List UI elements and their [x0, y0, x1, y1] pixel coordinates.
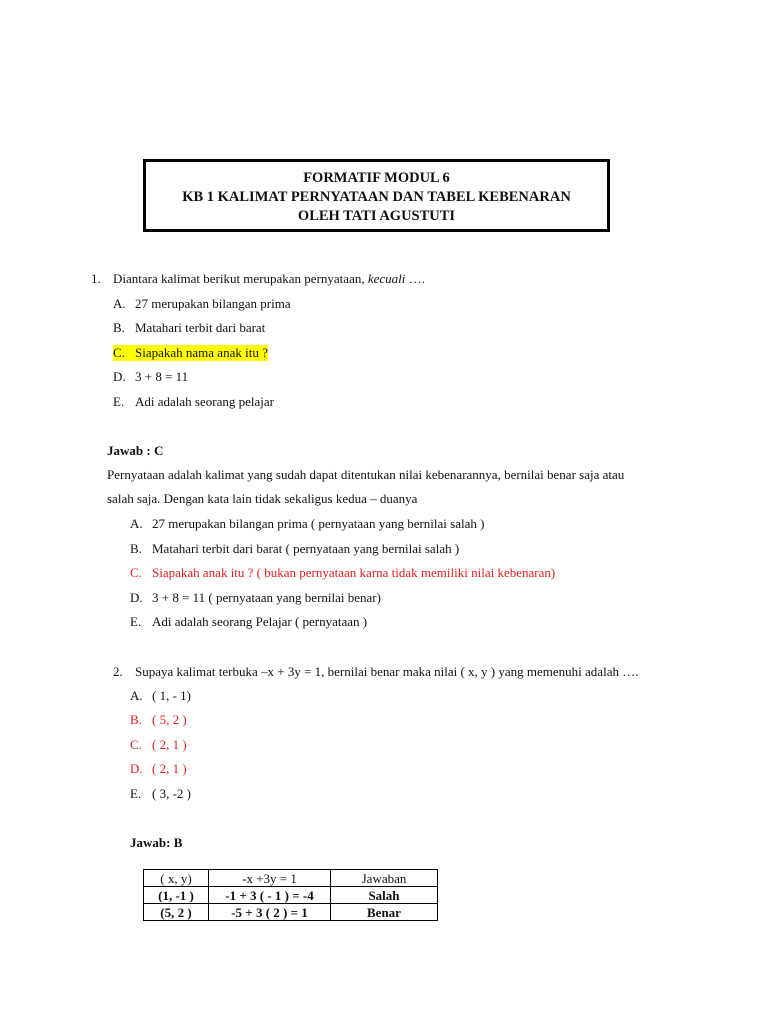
q2-option-b-letter: B.	[130, 712, 142, 727]
q1-option-e-text: Adi adalah seorang pelajar	[135, 394, 274, 409]
q2-option-d-letter: D.	[130, 761, 143, 776]
table-cell: (5, 2 )	[144, 904, 209, 921]
table-header-cell: ( x, y)	[144, 870, 209, 887]
title-line-1: FORMATIF MODUL 6	[303, 170, 450, 186]
q1-explained-e-letter: E.	[130, 614, 142, 629]
table-header-cell: Jawaban	[331, 870, 438, 887]
q1-option-c	[113, 345, 268, 361]
q2-option-e	[130, 786, 191, 802]
q1-option-e	[113, 394, 274, 410]
q1-explained-b	[130, 541, 459, 557]
q1-option-e-letter: E.	[113, 394, 125, 409]
q1-explained-b-text: Matahari terbit dari barat ( pernyataan yang bernilai salah )	[152, 541, 460, 556]
question-1-number: 1.	[91, 271, 101, 286]
q2-option-b-text: ( 5, 2 )	[152, 712, 187, 727]
q1-explained-a	[130, 516, 484, 532]
table-row	[144, 887, 438, 904]
q1-explanation-line-2: salah saja. Dengan kata lain tidak sekaligus kedua – duanya	[107, 491, 418, 506]
q1-option-a-letter: A.	[113, 296, 126, 311]
question-2	[113, 664, 638, 680]
table-cell: -5 + 3 ( 2 ) = 1	[209, 904, 331, 921]
q1-explained-c-letter: C.	[130, 565, 142, 580]
q1-option-b-text: Matahari terbit dari barat	[135, 320, 266, 335]
table-header-row	[144, 870, 438, 887]
q1-explanation-line-1: Pernyataan adalah kalimat yang sudah dapat ditentukan nilai kebenarannya, bernilai benar saja atau	[107, 467, 625, 482]
q2-option-c-text: ( 2, 1 )	[152, 737, 187, 752]
table-cell: Salah	[331, 887, 438, 904]
question-1	[91, 271, 425, 287]
q2-option-d	[130, 761, 187, 777]
q1-explained-c-text: Siapakah anak itu ? ( bukan pernyataan karna tidak memiliki nilai kebenaran)	[152, 565, 556, 580]
q2-option-c-letter: C.	[130, 737, 142, 752]
question-1-text: Diantara kalimat berikut merupakan pernyataan,	[113, 271, 368, 286]
q1-explained-a-letter: A.	[130, 516, 143, 531]
title-box	[143, 159, 610, 232]
q2-option-d-text: ( 2, 1 )	[152, 761, 187, 776]
q1-explained-a-text: 27 merupakan bilangan prima ( pernyataan yang bernilai salah )	[152, 516, 485, 531]
table-header-cell: -x +3y = 1	[209, 870, 331, 887]
q1-option-c-letter: C.	[113, 345, 125, 360]
title-line-3: OLEH TATI AGUSTUTI	[297, 208, 456, 224]
table-cell: Benar	[331, 904, 438, 921]
q2-option-a-text: ( 1, - 1)	[152, 688, 191, 703]
q1-explained-c	[130, 565, 555, 581]
q1-option-b	[113, 320, 265, 336]
q1-option-c-text: Siapakah nama anak itu ?	[135, 345, 268, 360]
q2-option-a-letter: A.	[130, 688, 143, 703]
q2-option-e-text: ( 3, -2 )	[152, 786, 191, 801]
question-1-ellipsis: ….	[405, 271, 425, 286]
q1-option-a	[113, 296, 291, 312]
q1-option-a-text: 27 merupakan bilangan prima	[135, 296, 291, 311]
q2-option-b	[130, 712, 187, 728]
q1-explained-d-text: 3 + 8 = 11 ( pernyataan yang bernilai benar)	[152, 590, 381, 605]
table-cell: -1 + 3 ( - 1 ) = -4	[209, 887, 331, 904]
q1-option-b-letter: B.	[113, 320, 125, 335]
q1-option-d-letter: D.	[113, 369, 126, 384]
question-2-number: 2.	[113, 664, 123, 679]
q2-option-e-letter: E.	[130, 786, 142, 801]
table-row	[144, 904, 438, 921]
q1-explained-d-letter: D.	[130, 590, 143, 605]
q1-explained-e	[130, 614, 367, 630]
answer-table	[143, 869, 438, 921]
q2-answer-label: Jawab: B	[130, 835, 183, 850]
q1-explained-b-letter: B.	[130, 541, 142, 556]
q2-option-c	[130, 737, 187, 753]
q1-option-d	[113, 369, 188, 385]
q2-option-a	[130, 688, 191, 704]
q1-answer-label: Jawab : C	[107, 443, 164, 458]
q1-explained-d	[130, 590, 381, 606]
title-line-2: KB 1 KALIMAT PERNYATAAN DAN TABEL KEBENARAN	[182, 189, 571, 205]
table-cell: (1, -1 )	[144, 887, 209, 904]
question-1-italic: kecuali	[367, 271, 406, 286]
q1-option-d-text: 3 + 8 = 11	[135, 369, 189, 384]
q1-explained-e-text: Adi adalah seorang Pelajar ( pernyataan )	[152, 614, 368, 629]
question-2-text: Supaya kalimat terbuka –x + 3y = 1, bernilai benar maka nilai ( x, y ) yang memenuhi adalah ….	[135, 664, 639, 679]
